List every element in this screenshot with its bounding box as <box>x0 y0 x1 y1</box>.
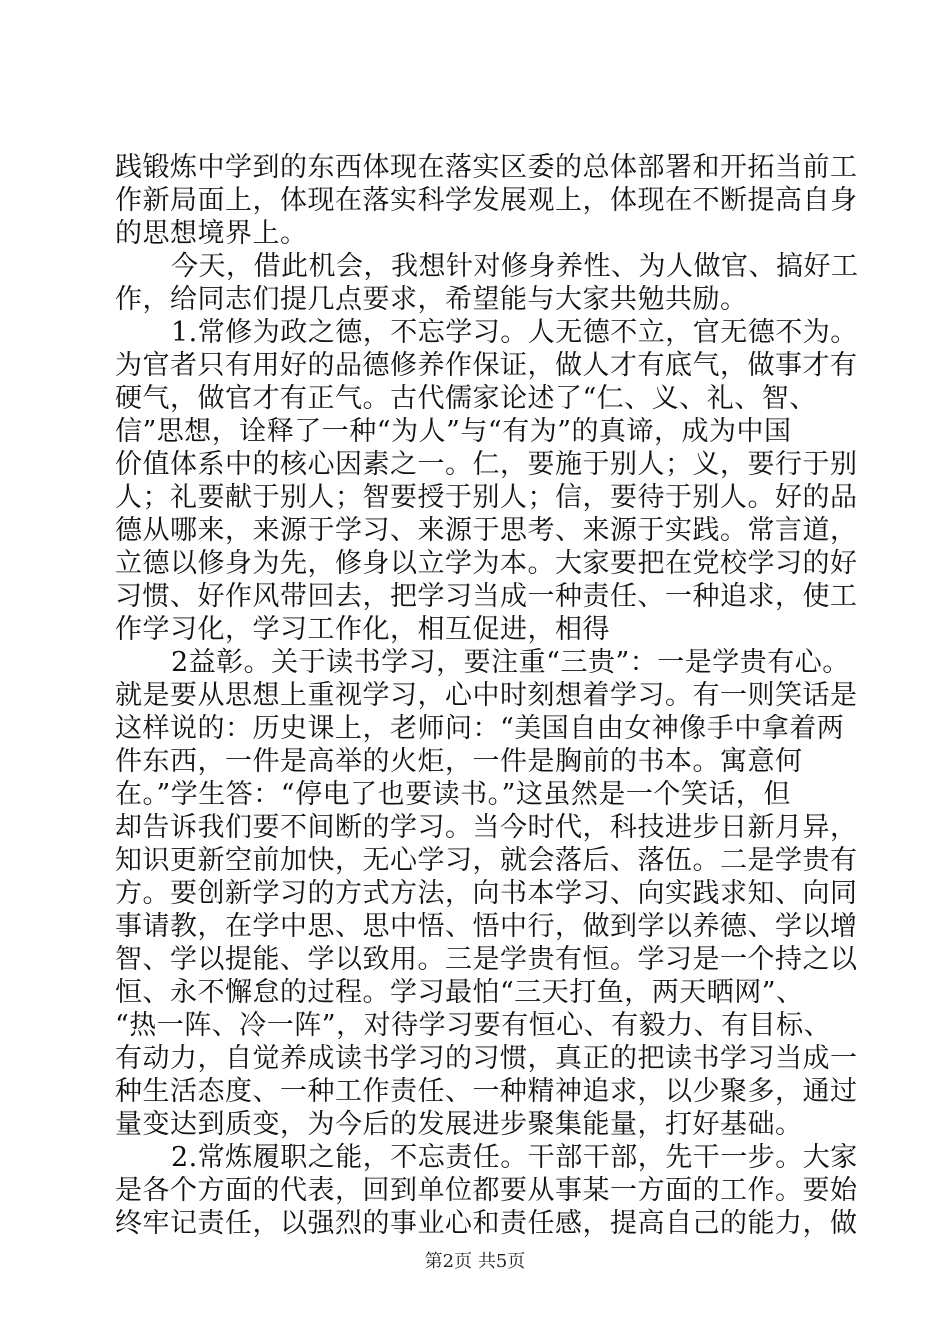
text-line: 件东西，一件是高举的火炬，一件是胸前的书本。寓意何 <box>115 746 803 777</box>
text-line: 硬气，做官才有正气。古代儒家论述了“仁、义、礼、智、 <box>115 383 817 414</box>
text-line: 德从哪来，来源于学习、来源于思考、来源于实践。常言道， <box>115 515 858 546</box>
text-line: 践锻炼中学到的东西体现在落实区委的总体部署和开拓当前工 <box>115 152 858 183</box>
text-line: 价值体系中的核心因素之一。仁，要施于别人；义，要行于别 <box>115 449 858 480</box>
text-line: 事请教，在学中思、思中悟、悟中行，做到学以养德、学以增 <box>115 911 858 942</box>
text-line: 却告诉我们要不间断的学习。当今时代，科技进步日新月异， <box>115 812 858 843</box>
text-line: 作学习化，学习工作化，相互促进，相得 <box>115 614 610 645</box>
document-body <box>115 151 859 1240</box>
text-line: 的思想境界上。 <box>115 218 308 249</box>
text-line: 有动力，自觉养成读书学习的习惯，真正的把读书学习当成一 <box>115 1043 858 1074</box>
text-line: 终牢记责任，以强烈的事业心和责任感，提高自己的能力，做 <box>115 1208 858 1239</box>
text-line: 作，给同志们提几点要求，希望能与大家共勉共励。 <box>115 284 748 315</box>
text-line: 量变达到质变，为今后的发展进步聚集能量，打好基础。 <box>115 1109 803 1140</box>
text-line: 恒、永不懈怠的过程。学习最怕“三天打鱼，两天晒网”、 <box>115 977 804 1008</box>
text-line: 是各个方面的代表，回到单位都要从事某一方面的工作。要始 <box>115 1175 858 1206</box>
text-line: 2益彰。关于读书学习，要注重“三贵”：一是学贵有心。 <box>171 647 850 678</box>
text-line: 今天，借此机会，我想针对修身养性、为人做官、搞好工 <box>171 251 859 282</box>
text-line: 方。要创新学习的方式方法，向书本学习、向实践求知、向同 <box>115 878 858 909</box>
text-line: 在。”学生答：“停电了也要读书。”这虽然是一个笑话，但 <box>115 779 791 810</box>
page-number-label: 第2页 共5页 <box>424 1251 526 1272</box>
text-line: 智、学以提能、学以致用。三是学贵有恒。学习是一个持之以 <box>115 944 858 975</box>
text-line: 为官者只有用好的品德修养作保证，做人才有底气，做事才有 <box>115 350 858 381</box>
page-footer <box>0 1247 950 1273</box>
text-line: 人；礼要献于别人；智要授于别人；信，要待于别人。好的品 <box>115 482 858 513</box>
text-line: 1.常修为政之德，不忘学习。人无德不立，官无德不为。 <box>171 317 858 348</box>
text-line: 就是要从思想上重视学习，心中时刻想着学习。有一则笑话是 <box>115 680 858 711</box>
text-line: 种生活态度、一种工作责任、一种精神追求，以少聚多，通过 <box>115 1076 858 1107</box>
text-line: 这样说的：历史课上，老师问：“美国自由女神像手中拿着两 <box>115 713 845 744</box>
text-line: 2.常炼履职之能，不忘责任。干部干部，先干一步。大家 <box>171 1142 858 1173</box>
text-line: 信”思想，诠释了一种“为人”与“有为”的真谛，成为中国 <box>115 416 792 447</box>
text-line: 习惯、好作风带回去，把学习当成一种责任、一种追求，使工 <box>115 581 858 612</box>
text-line: 立德以修身为先，修身以立学为本。大家要把在党校学习的好 <box>115 548 858 579</box>
text-line: “热一阵、冷一阵”，对待学习要有恒心、有毅力、有目标、 <box>115 1010 832 1041</box>
text-line: 作新局面上，体现在落实科学发展观上，体现在不断提高自身 <box>115 185 858 216</box>
text-line: 知识更新空前加快，无心学习，就会落后、落伍。二是学贵有 <box>115 845 858 876</box>
